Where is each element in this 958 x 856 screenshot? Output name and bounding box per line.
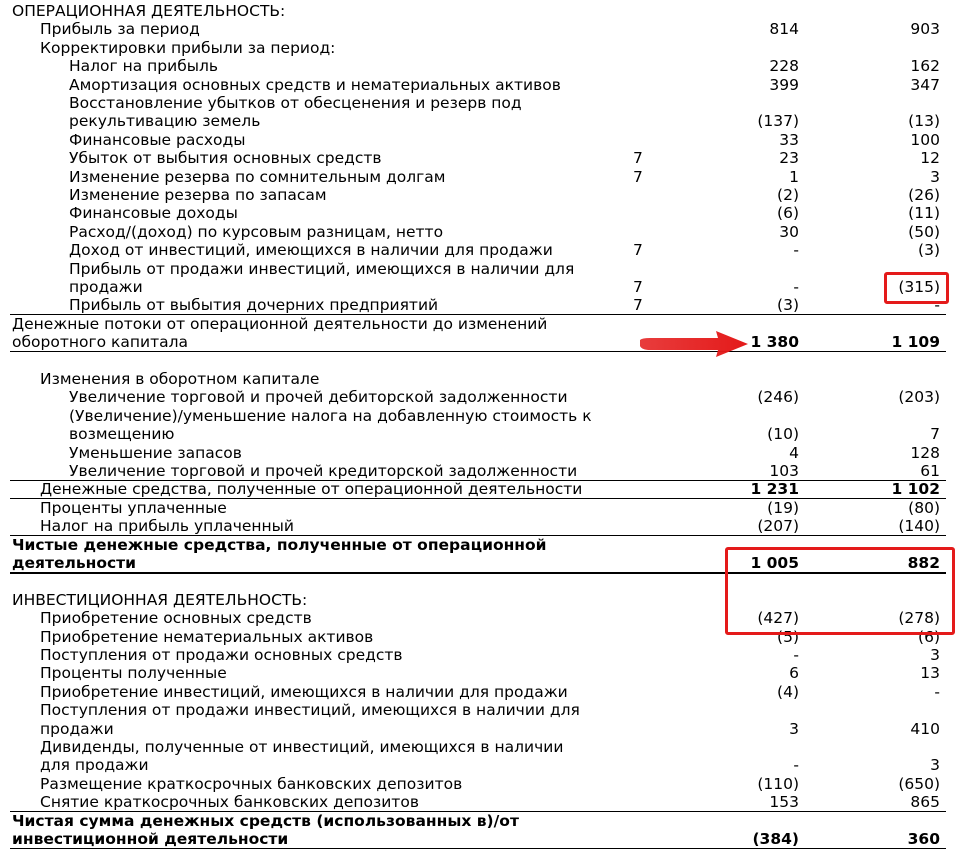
row-label: ОПЕРАЦИОННАЯ ДЕЯТЕЛЬНОСТЬ: <box>12 2 286 20</box>
row-label: Корректировки прибыли за период: <box>40 38 336 57</box>
value-prior-year: 347 <box>910 75 940 94</box>
value-current-year: (110) <box>757 774 799 793</box>
value-prior-year: 3 <box>930 756 940 775</box>
row-label: Восстановление убытков от обесценения и резерв под <box>69 94 522 112</box>
statement-row <box>0 149 958 167</box>
row-label: Денежные потоки от операционной деятельности до изменений <box>12 314 548 333</box>
value-current-year: - <box>793 646 799 664</box>
statement-row <box>0 370 958 388</box>
statement-row <box>0 480 958 498</box>
value-current-year: 399 <box>769 75 799 94</box>
value-current-year: 1 380 <box>750 333 799 352</box>
statement-row <box>0 186 958 204</box>
row-label: (Увеличение)/уменьшение налога на добавленную стоимость к <box>69 406 592 425</box>
value-prior-year: 7 <box>930 425 940 444</box>
value-current-year: 153 <box>769 793 799 812</box>
row-label: Размещение краткосрочных банковских депозитов <box>40 774 463 793</box>
value-prior-year: (80) <box>908 498 940 517</box>
row-label: Прибыль от выбытия дочерних предприятий <box>69 296 439 315</box>
value-prior-year: 128 <box>910 443 940 462</box>
value-current-year: 228 <box>769 57 799 76</box>
value-current-year: - <box>793 756 799 775</box>
value-prior-year: (650) <box>898 774 940 793</box>
value-current-year: (6) <box>777 204 799 223</box>
value-prior-year: (278) <box>898 609 940 628</box>
value-prior-year: (11) <box>908 204 940 223</box>
statement-row <box>0 499 958 517</box>
statement-row <box>0 517 958 535</box>
value-current-year: 33 <box>779 130 799 149</box>
row-label: Налог на прибыль уплаченный <box>40 517 294 536</box>
value-current-year: 103 <box>769 462 799 480</box>
note-ref: 7 <box>633 149 643 168</box>
row-label: Расход/(доход) по курсовым разницам, нетто <box>69 222 444 241</box>
value-current-year: (2) <box>777 186 799 204</box>
statement-row <box>0 241 958 259</box>
statement-row <box>0 738 958 775</box>
statement-row <box>0 94 958 131</box>
row-label: Денежные средства, полученные от операционной деятельности <box>40 480 583 499</box>
spacer-row <box>0 352 958 370</box>
value-prior-year: (315) <box>898 277 940 296</box>
row-label: Изменения в оборотном капитале <box>40 370 320 388</box>
value-prior-year: 1 102 <box>891 480 940 499</box>
row-label: продажи <box>40 719 114 738</box>
value-current-year: 1 231 <box>750 480 799 499</box>
statement-row <box>0 683 958 701</box>
row-label: возмещению <box>69 425 175 444</box>
row-label: Убыток от выбытия основных средств <box>69 149 382 168</box>
row-label: Изменение резерва по запасам <box>69 186 327 204</box>
row-label: Уменьшение запасов <box>69 443 242 462</box>
value-current-year: (4) <box>777 682 799 701</box>
row-label: Чистые денежные средства, полученные от операционной <box>12 535 547 554</box>
value-prior-year: 1 109 <box>891 333 940 352</box>
row-label: Проценты полученные <box>40 664 227 683</box>
row-label: Финансовые доходы <box>69 204 238 223</box>
statement-row <box>0 2 958 20</box>
row-label: Прибыль от продажи инвестиций, имеющихся в наличии для <box>69 259 575 278</box>
row-label: Приобретение основных средств <box>40 609 312 628</box>
note-ref: 7 <box>633 241 643 260</box>
statement-row <box>0 388 958 406</box>
value-current-year: 4 <box>789 443 799 462</box>
row-label: Поступления от продажи основных средств <box>40 646 403 664</box>
value-prior-year: (3) <box>918 241 940 260</box>
value-current-year: (427) <box>757 609 799 628</box>
statement-row <box>0 407 958 444</box>
statement-row <box>0 646 958 664</box>
statement-row <box>0 701 958 738</box>
value-prior-year: (6) <box>918 627 940 646</box>
row-label: Приобретение инвестиций, имеющихся в наличии для продажи <box>40 682 568 701</box>
row-label: Прибыль за период <box>40 20 200 39</box>
value-current-year: (19) <box>767 498 799 517</box>
value-prior-year: (140) <box>898 517 940 536</box>
row-label: Налог на прибыль <box>69 57 219 76</box>
value-315-highlight <box>884 272 949 304</box>
statement-row <box>0 204 958 222</box>
statement-row <box>0 76 958 94</box>
value-prior-year: - <box>934 296 940 315</box>
statement-row <box>0 296 958 314</box>
value-prior-year: (13) <box>908 112 940 131</box>
value-prior-year: 100 <box>910 130 940 149</box>
row-label: Доход от инвестиций, имеющихся в наличии для продажи <box>69 241 553 260</box>
row-label: Приобретение нематериальных активов <box>40 627 374 646</box>
row-label: деятельности <box>12 553 137 572</box>
value-current-year: (384) <box>752 829 799 848</box>
value-current-year: - <box>793 277 799 296</box>
statement-row <box>0 39 958 57</box>
row-label: Снятие краткосрочных банковских депозитов <box>40 793 419 812</box>
value-prior-year: - <box>934 682 940 701</box>
net-operating-and-capex-highlight <box>725 547 955 635</box>
value-current-year: 30 <box>779 222 799 241</box>
statement-row <box>0 664 958 682</box>
row-label: для продажи <box>40 756 149 775</box>
value-prior-year: 865 <box>910 793 940 812</box>
row-label: Амортизация основных средств и нематериальных активов <box>69 75 561 94</box>
row-label: Увеличение торговой и прочей кредиторской задолженности <box>69 462 578 480</box>
value-prior-year: 360 <box>907 829 940 848</box>
value-current-year: 1 005 <box>750 553 799 572</box>
row-label: Чистая сумма денежных средств (использованных в)/от <box>12 811 519 830</box>
note-ref: 7 <box>633 167 643 186</box>
row-label: Дивиденды, полученные от инвестиций, имеющихся в наличии <box>40 738 564 756</box>
value-current-year: 3 <box>789 719 799 738</box>
value-prior-year: 3 <box>930 167 940 186</box>
row-label: продажи <box>69 277 143 296</box>
value-current-year: 23 <box>779 149 799 168</box>
row-label: оборотного капитала <box>12 333 189 352</box>
value-prior-year: (26) <box>908 186 940 204</box>
value-prior-year: 882 <box>907 553 940 572</box>
note-ref: 7 <box>633 296 643 315</box>
value-prior-year: 3 <box>930 646 940 664</box>
statement-row <box>0 20 958 38</box>
value-prior-year: 12 <box>920 149 940 168</box>
value-current-year: (10) <box>767 425 799 444</box>
statement-row <box>0 260 958 297</box>
statement-row <box>0 444 958 462</box>
subtotal-rule <box>10 848 946 849</box>
value-prior-year: 162 <box>910 57 940 76</box>
value-prior-year: 410 <box>910 719 940 738</box>
note-ref: 7 <box>633 277 643 296</box>
value-current-year: 6 <box>789 664 799 683</box>
row-label: Поступления от продажи инвестиций, имеющихся в наличии для <box>40 701 580 720</box>
statement-row <box>0 223 958 241</box>
value-current-year: (5) <box>777 627 799 646</box>
value-prior-year: (203) <box>898 388 940 407</box>
row-label: рекультивацию земель <box>69 112 261 131</box>
statement-row <box>0 812 958 849</box>
value-prior-year: 61 <box>920 462 940 480</box>
statement-row <box>0 462 958 480</box>
value-prior-year: 13 <box>920 664 940 683</box>
row-label: Финансовые расходы <box>69 130 246 149</box>
row-label: инвестиционной деятельности <box>12 829 289 848</box>
value-current-year: 1 <box>789 167 799 186</box>
statement-row <box>0 793 958 811</box>
value-current-year: - <box>793 241 799 260</box>
statement-row <box>0 131 958 149</box>
value-current-year: 814 <box>769 20 799 39</box>
statement-row <box>0 315 958 352</box>
statement-row <box>0 57 958 75</box>
row-label: Увеличение торговой и прочей дебиторской задолженности <box>69 388 568 407</box>
value-prior-year: 903 <box>910 20 940 39</box>
statement-row <box>0 775 958 793</box>
row-label: ИНВЕСТИЦИОННАЯ ДЕЯТЕЛЬНОСТЬ: <box>12 590 308 609</box>
row-label: Изменение резерва по сомнительным долгам <box>69 167 446 186</box>
value-current-year: (137) <box>757 112 799 131</box>
value-current-year: (3) <box>777 296 799 315</box>
value-prior-year: (50) <box>908 222 940 241</box>
statement-row <box>0 168 958 186</box>
value-current-year: (246) <box>757 388 799 407</box>
value-current-year: (207) <box>757 517 799 536</box>
row-label: Проценты уплаченные <box>40 498 227 517</box>
